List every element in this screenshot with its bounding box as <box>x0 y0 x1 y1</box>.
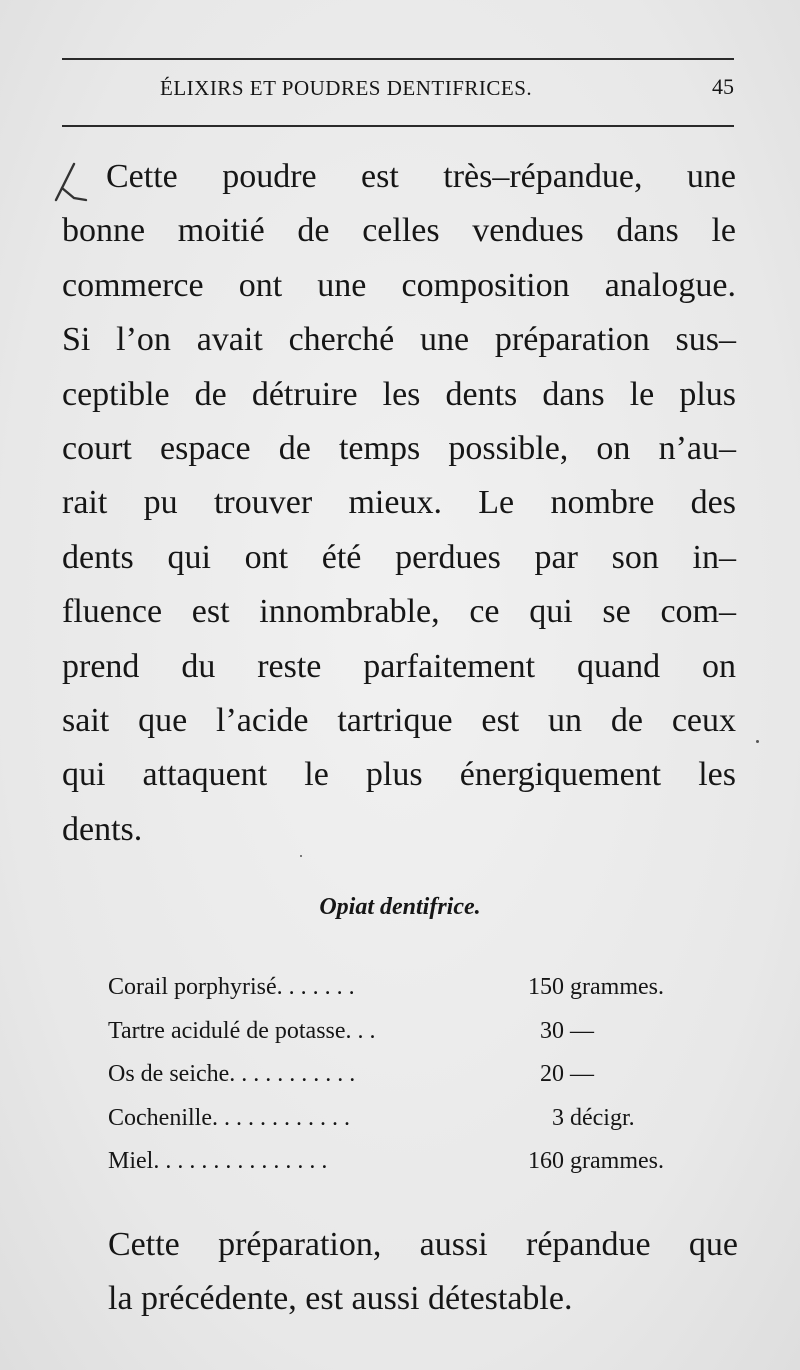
recipe-row <box>108 974 708 1018</box>
ingredient-quantity: 150 <box>528 974 564 1000</box>
page-number: 45 <box>712 74 734 99</box>
ingredient-name: Cochenille. . . . . . . . . . . . <box>108 1104 350 1131</box>
body-line: Cette poudre est très–répandue, une <box>106 158 736 195</box>
body-line: dents qui ont été perdues par son in– <box>62 538 736 576</box>
body-line: sait que l’acide tartrique est un de ceux <box>62 701 736 739</box>
ingredient-quantity: 20 <box>540 1061 564 1087</box>
ingredient-name: Tartre acidulé de potasse. . . <box>108 1017 376 1044</box>
body-line: commerce ont une composition analogue. <box>62 266 736 304</box>
body-line: court espace de temps possible, on n’au– <box>62 429 736 467</box>
paper-speck <box>756 740 759 743</box>
ingredient-quantity: 3 <box>552 1104 564 1131</box>
ingredient-name: Miel. . . . . . . . . . . . . . . <box>108 1148 328 1174</box>
body-line: qui attaquent le plus énergiquement les <box>62 756 736 794</box>
recipe-row <box>108 1061 708 1105</box>
closing-line: Cette préparation, aussi répandue que <box>108 1226 738 1263</box>
recipe-row <box>108 1148 708 1192</box>
recipe-row <box>108 1018 708 1062</box>
recipe-table <box>108 974 708 1192</box>
ingredient-unit: décigr. <box>570 1104 635 1131</box>
header-bottom-rule <box>62 125 734 127</box>
closing-paragraph <box>108 1218 738 1327</box>
body-line: dents. <box>62 810 143 848</box>
closing-line: la précédente, est aussi détestable. <box>108 1280 573 1318</box>
ingredient-name: Corail porphyrisé. . . . . . . <box>108 974 355 1000</box>
body-line: Si l’on avait cherché une préparation sus– <box>62 321 736 359</box>
ingredient-unit: grammes. <box>570 974 664 1000</box>
ingredient-name: Os de seiche. . . . . . . . . . . <box>108 1061 356 1087</box>
ingredient-quantity: 30 <box>540 1017 564 1044</box>
header-top-rule <box>62 58 734 60</box>
body-line: rait pu trouver mieux. Le nombre des <box>62 484 736 522</box>
body-line: prend du reste parfaitement quand on <box>62 647 736 685</box>
body-line: bonne moitié de celles vendues dans le <box>62 212 736 250</box>
recipe-row <box>108 1105 708 1149</box>
ingredient-quantity: 160 <box>528 1148 564 1174</box>
ingredient-unit: — <box>570 1017 594 1044</box>
body-line: ceptible de détruire les dents dans le plus <box>62 375 736 413</box>
ingredient-unit: — <box>570 1061 594 1087</box>
body-paragraph <box>62 150 736 857</box>
running-head: ÉLIXIRS ET POUDRES DENTIFRICES. <box>160 76 533 100</box>
ingredient-unit: grammes. <box>570 1148 664 1174</box>
paper-speck <box>300 855 302 857</box>
recipe-title: Opiat dentifrice. <box>319 894 481 920</box>
body-line: fluence est innombrable, ce qui se com– <box>62 593 736 631</box>
